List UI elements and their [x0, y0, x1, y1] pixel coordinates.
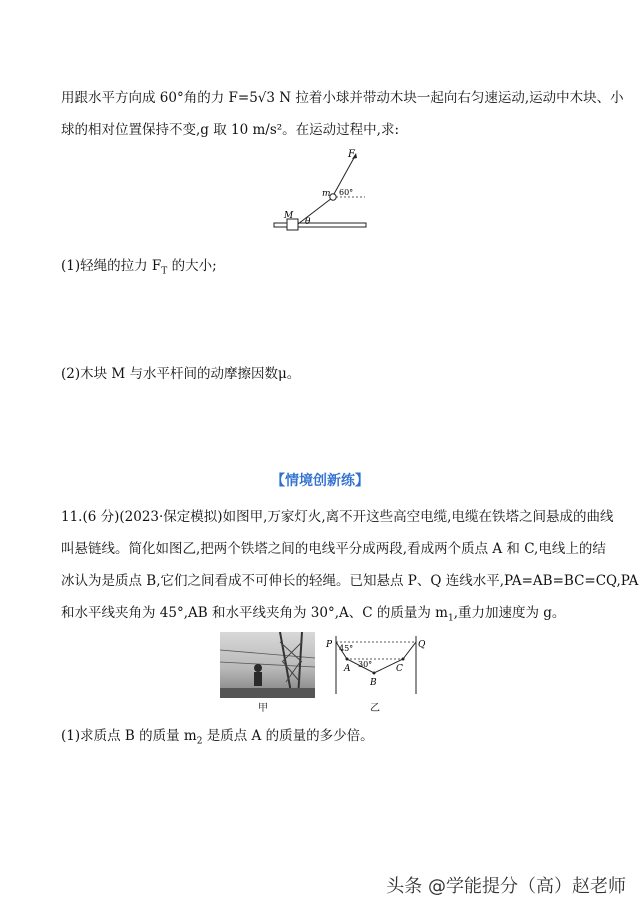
point-a	[346, 658, 349, 661]
label-f: F	[348, 149, 355, 160]
label-jia: 甲	[258, 703, 268, 714]
point-b	[373, 672, 376, 675]
label-60deg: 60°	[339, 188, 354, 197]
label-m: m	[322, 189, 331, 199]
force-diagram	[270, 145, 380, 235]
label-c: C	[396, 664, 403, 674]
label-big-m: M	[284, 211, 294, 221]
label-p: P	[326, 640, 333, 650]
label-30deg: 30°	[358, 660, 373, 669]
label-q: Q	[418, 640, 426, 650]
label-45deg: 45°	[339, 644, 354, 653]
problem10-q1: (1)轻绳的拉力 $F_T$ 的大小;	[61, 258, 217, 277]
watermark: 头条 @学能提分（高）赵老师	[386, 876, 626, 897]
problem10-q2: (2)木块 M 与水平杆间的动摩擦因数μ。	[61, 366, 301, 382]
section-heading: 【情境创新练】	[271, 473, 369, 489]
problem11-line2: 叫悬链线。简化如图乙,把两个铁塔之间的电线平分成两段,看成两个质点 A 和 C,电线上的结	[61, 541, 606, 557]
point-c	[402, 658, 405, 661]
rope	[298, 198, 332, 224]
label-b: B	[370, 678, 377, 688]
problem11-line1: 11.(6 分)(2023·保定模拟)如图甲,万家灯火,离不开这些高空电缆,电缆在铁塔之间悬成的曲线	[61, 509, 614, 525]
label-a: A	[344, 664, 351, 674]
problem10-line2: 球的相对位置保持不变,g 取 10 m/s²。在运动过程中,求:	[61, 122, 400, 138]
problem11-q1: (1)求质点 B 的质量 $m_2$ 是质点 A 的质量的多少倍。	[61, 728, 374, 747]
label-yi: 乙	[370, 703, 380, 714]
tower-photo	[220, 632, 315, 698]
ball-m	[330, 194, 336, 200]
label-theta: θ	[305, 217, 311, 227]
problem10-line1: 用跟水平方向成 60°角的力 F=5√3 N 拉着小球并带动木块一起向右匀速运动,运动中木块、小	[61, 90, 624, 106]
problem11-line3: 冰认为是质点 B,它们之间看成不可伸长的轻绳。已知悬点 P、Q 连线水平,PA=AB=BC=CQ,PA	[61, 573, 639, 589]
problem11-line4: 和水平线夹角为 45°,AB 和水平线夹角为 30°,A、C 的质量为 $m_1$,重力加速度为 g。	[61, 605, 566, 624]
tower-illustration	[220, 632, 315, 698]
